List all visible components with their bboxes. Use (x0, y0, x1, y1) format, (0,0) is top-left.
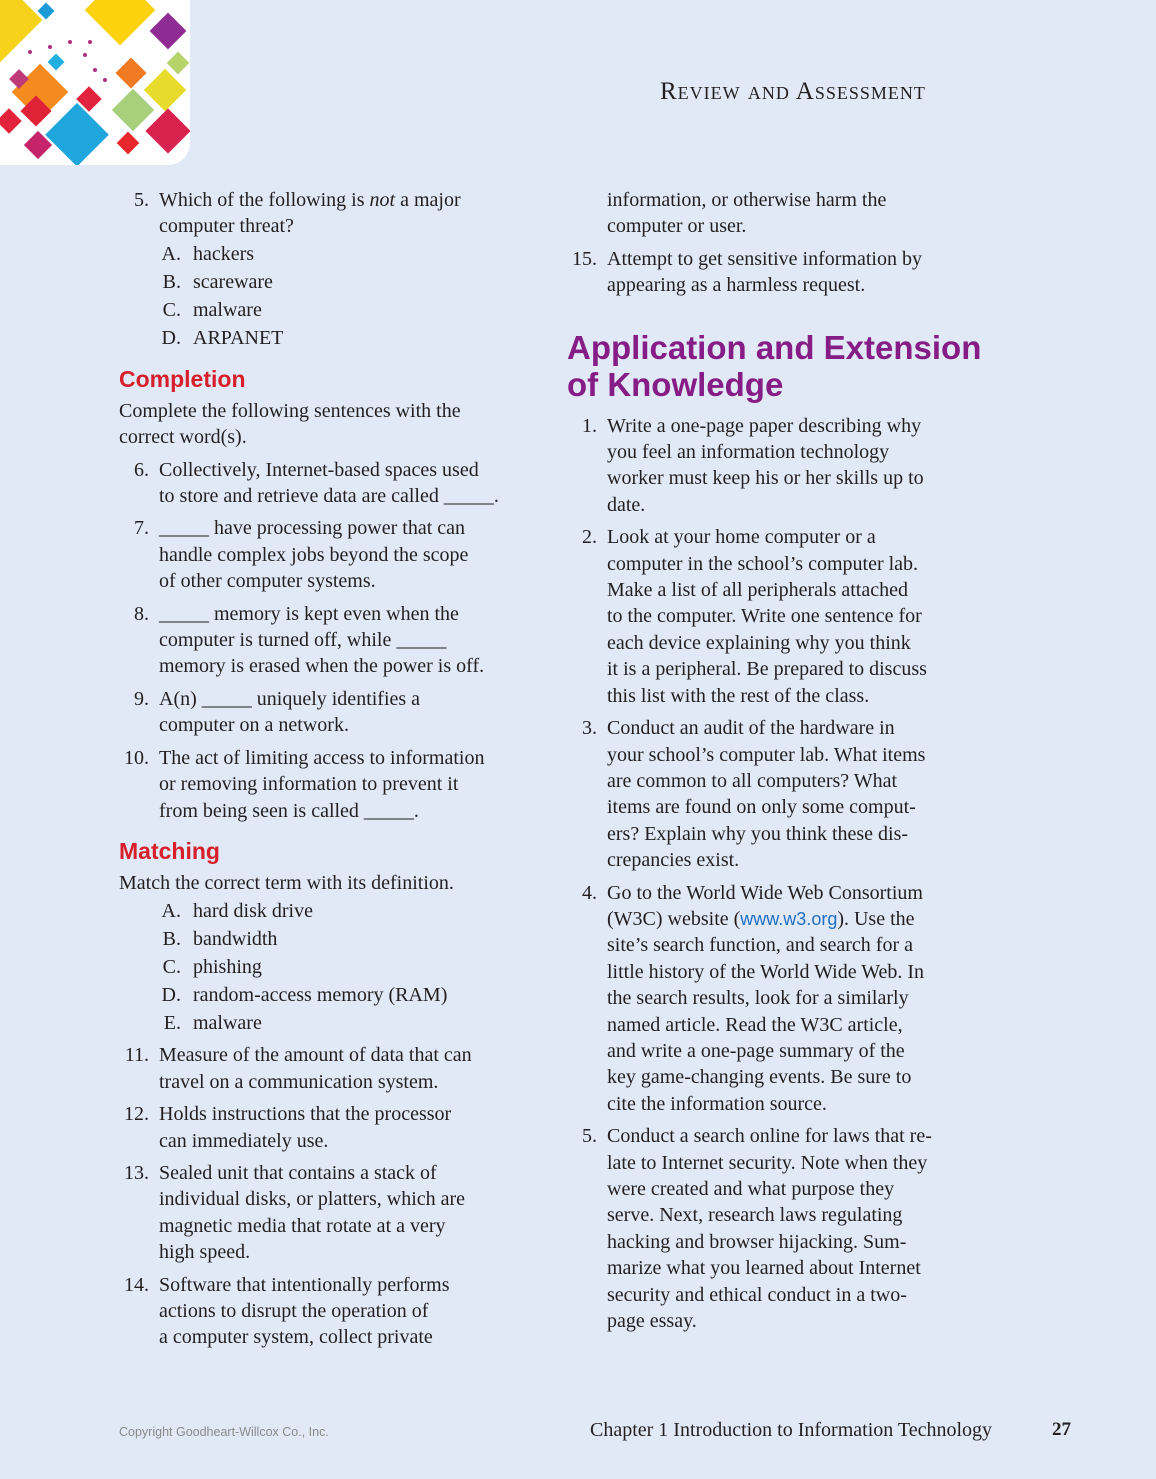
text-line: individual disks, or platters, which are (159, 1188, 466, 1211)
text-line: computer threat? (159, 215, 294, 238)
item-number: 3. (582, 717, 597, 740)
item-number: 8. (134, 602, 149, 625)
text-line: computer in the school’s computer lab. (607, 552, 919, 575)
left-column (119, 187, 549, 1351)
decorative-diamond-pattern (0, 0, 190, 165)
text-line: handle complex jobs beyond the scope (159, 543, 469, 566)
text-line: it is a peripheral. Be prepared to discuss (607, 658, 927, 681)
text-line: memory is erased when the power is off. (159, 655, 485, 678)
text-line: actions to disrupt the operation of (159, 1299, 429, 1322)
text-line: Sealed unit that contains a stack of (159, 1161, 437, 1184)
text-line: The act of limiting access to information (159, 746, 485, 769)
text-line: late to Internet security. Note when they (607, 1151, 928, 1174)
instructions-paragraph (119, 398, 549, 451)
text-line: and write a one-page summary of the (607, 1039, 905, 1062)
item-number: 4. (582, 881, 597, 904)
item-number: 5. (582, 1125, 597, 1148)
question-item (119, 515, 549, 594)
answer-option (119, 926, 549, 952)
text-line: key game-changing events. Be sure to (607, 1066, 912, 1089)
item-number: 2. (582, 526, 597, 549)
question-item (567, 880, 997, 1118)
page-number: 27 (1052, 1419, 1071, 1440)
answer-option (119, 982, 549, 1008)
text-line: security and ethical conduct in a two- (607, 1283, 907, 1306)
text-line: page essay. (607, 1310, 697, 1333)
text-line: _____ have processing power that can (159, 517, 466, 540)
question-item (119, 745, 549, 824)
question-item (567, 715, 997, 873)
question-item (119, 1272, 549, 1351)
question-item (119, 1101, 549, 1154)
text-line: appearing as a harmless request. (607, 274, 866, 297)
text-line: hard disk drive (193, 899, 313, 922)
text-line: this list with the rest of the class. (607, 684, 870, 707)
text-line: random-access memory (RAM) (193, 983, 448, 1006)
text-line: malware (193, 299, 262, 322)
question-item (119, 1160, 549, 1266)
text-line: scareware (193, 271, 273, 294)
text-line: to the computer. Write one sentence for (607, 605, 922, 628)
text-line: computer on a network. (159, 714, 349, 737)
question-item (119, 686, 549, 739)
text-line: hacking and browser hijacking. Sum- (607, 1230, 907, 1253)
right-column (567, 187, 997, 1334)
text-line: your school’s computer lab. What items (607, 743, 926, 766)
item-number: C. (162, 299, 181, 322)
text-line: Match the correct term with its definition. (119, 871, 454, 894)
item-number: D. (161, 327, 181, 350)
text-line: marize what you learned about Internet (607, 1257, 921, 1280)
text-line: Software that intentionally performs (159, 1273, 450, 1296)
text-line: a computer system, collect private (159, 1326, 433, 1349)
text-run: Which of the following is (159, 189, 370, 211)
text-line: of other computer systems. (159, 570, 376, 593)
text-line: Matching (119, 837, 220, 864)
item-number: A. (161, 899, 181, 922)
item-number: A. (161, 243, 181, 266)
answer-option (119, 954, 549, 980)
text-line: correct word(s). (119, 426, 247, 449)
text-line: _____ memory is kept even when the (159, 602, 459, 625)
text-line: items are found on only some comput- (607, 796, 916, 819)
text-line: computer is turned off, while _____ (159, 629, 447, 652)
text-line: from being seen is called _____. (159, 799, 419, 822)
text-line: high speed. (159, 1241, 251, 1264)
text-run: ). Use the (837, 907, 915, 930)
text-line: you feel an information technology (607, 441, 890, 464)
section-heading (119, 364, 549, 394)
answer-option (119, 325, 549, 351)
item-number: 1. (582, 414, 597, 437)
text-line: Write a one-page paper describing why (607, 414, 922, 437)
text-run: a major (395, 189, 461, 211)
question-item (567, 524, 997, 709)
text-line: A(n) _____ uniquely identifies a (159, 687, 421, 710)
text-line: Go to the World Wide Web Consortium (607, 881, 923, 904)
text-line: Holds instructions that the processor (159, 1103, 452, 1126)
text-line: date. (607, 493, 646, 516)
text-line: each device explaining why you think (607, 631, 911, 654)
section-heading (119, 836, 549, 866)
text-line (159, 187, 549, 213)
text-run: (W3C) website ( (607, 907, 741, 930)
text-line: named article. Read the W3C article, (607, 1013, 903, 1036)
w3c-link[interactable]: www.w3.org (740, 908, 838, 929)
question-item (567, 187, 997, 240)
text-line: ers? Explain why you think these dis- (607, 822, 909, 845)
text-line: are common to all computers? What (607, 769, 898, 792)
emphasis: not (369, 189, 396, 211)
item-number: B. (162, 927, 181, 950)
footer-chapter-title: Chapter 1 Introduction to Information Technology (590, 1419, 993, 1441)
text-line: hackers (193, 243, 255, 266)
text-line: cite the information source. (607, 1092, 827, 1115)
question-item (119, 187, 549, 240)
text-line: little history of the World Wide Web. In (607, 960, 925, 983)
text-line: phishing (193, 955, 262, 978)
text-line: Make a list of all peripherals attached (607, 579, 908, 602)
item-number: 10. (124, 746, 149, 769)
footer-copyright: Copyright Goodheart-Willcox Co., Inc. (119, 1425, 329, 1439)
running-head: Review and Assessment (660, 78, 926, 105)
text-line: travel on a communication system. (159, 1070, 439, 1093)
section-heading (567, 329, 997, 403)
item-number: 6. (134, 458, 149, 481)
text-line: or removing information to prevent it (159, 773, 459, 796)
text-line: the search results, look for a similarly (607, 987, 909, 1010)
item-number: 11. (124, 1044, 149, 1067)
text-line: Look at your home computer or a (607, 526, 876, 549)
text-line: to store and retrieve data are called _____. (159, 485, 499, 508)
text-line: Measure of the amount of data that can (159, 1044, 472, 1067)
text-line: crepancies exist. (607, 849, 740, 872)
text-line: were created and what purpose they (607, 1178, 895, 1200)
text-line: malware (193, 1011, 262, 1034)
text-line: Collectively, Internet-based spaces used (159, 458, 479, 481)
text-line: Complete the following sentences with the (119, 399, 461, 422)
item-number: 15. (572, 247, 597, 270)
item-number: 14. (124, 1273, 149, 1296)
text-line: magnetic media that rotate at a very (159, 1214, 446, 1237)
text-line: serve. Next, research laws regulating (607, 1204, 903, 1227)
question-item (567, 1123, 997, 1334)
item-number: 12. (124, 1103, 149, 1126)
answer-option (119, 241, 549, 267)
answer-option (119, 297, 549, 323)
question-item (119, 601, 549, 680)
item-number: B. (162, 271, 181, 294)
text-line: information, or otherwise harm the (607, 189, 887, 211)
answer-option (119, 269, 549, 295)
question-item (119, 1042, 549, 1095)
text-line: of Knowledge (567, 365, 784, 403)
text-line: Completion (119, 365, 246, 392)
text-line (607, 906, 997, 932)
item-number: 5. (134, 189, 149, 211)
text-line: Application and Extension (567, 328, 982, 366)
question-item (119, 457, 549, 510)
item-number: D. (161, 983, 181, 1006)
instructions-paragraph (119, 870, 549, 896)
question-item (567, 246, 997, 299)
text-line: worker must keep his or her skills up to (607, 467, 924, 490)
item-number: 13. (124, 1161, 149, 1184)
item-number: E. (163, 1011, 181, 1034)
item-number: 9. (134, 687, 149, 710)
item-number: 7. (134, 517, 149, 540)
text-line: Attempt to get sensitive information by (607, 247, 922, 270)
text-line: can immediately use. (159, 1129, 329, 1152)
answer-option (119, 1010, 549, 1036)
text-line: Conduct an audit of the hardware in (607, 717, 895, 740)
item-number: C. (162, 955, 181, 978)
text-line: site’s search function, and search for a (607, 934, 913, 957)
text-line: ARPANET (193, 327, 284, 350)
answer-option (119, 898, 549, 924)
text-line: computer or user. (607, 215, 747, 238)
text-line: Conduct a search online for laws that re- (607, 1125, 932, 1148)
text-line: bandwidth (193, 927, 278, 950)
question-item (567, 413, 997, 519)
